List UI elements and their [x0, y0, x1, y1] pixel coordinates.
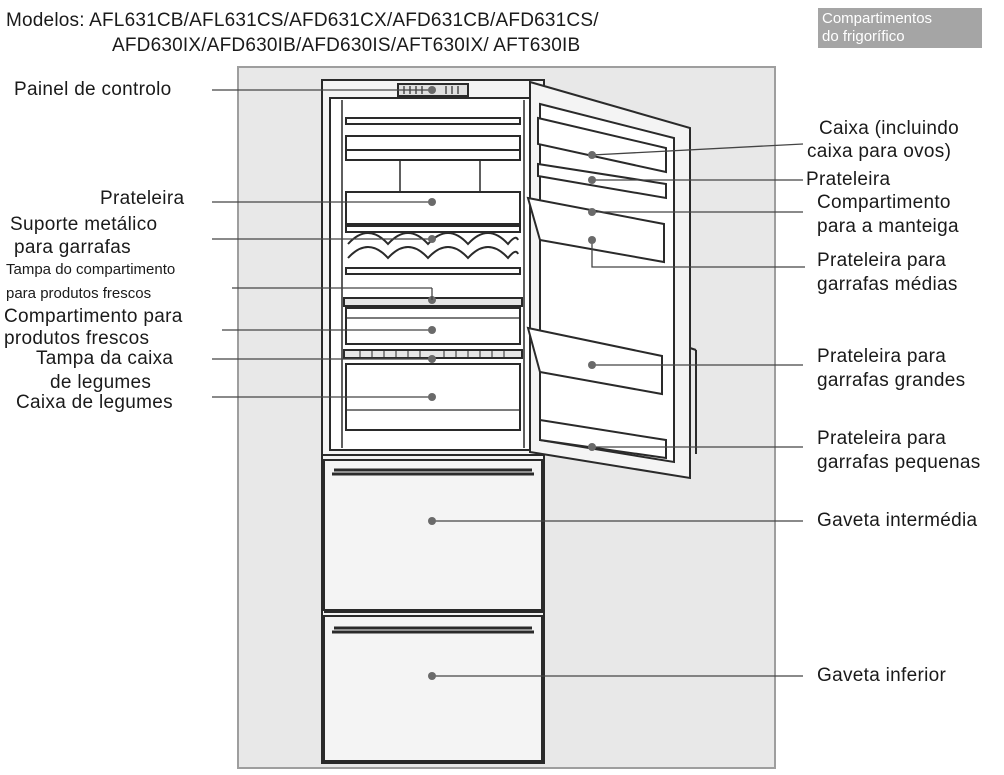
label-bottom-drawer: Gaveta inferior	[817, 665, 947, 686]
label-shelf: Prateleira	[100, 188, 185, 209]
label-fresh-box-1: Compartimento para	[4, 306, 183, 327]
models-line-2: AFD630IX/AFD630IB/AFD630IS/AFT630IX/ AFT630IB	[112, 35, 581, 56]
section-badge-line-1: Compartimentos	[822, 10, 933, 27]
label-vegetable-cover-2: de legumes	[50, 372, 152, 393]
label-vegetable-cover-1: Tampa da caixa	[36, 348, 174, 369]
label-butter-2: para a manteiga	[817, 216, 959, 237]
label-fresh-cover-1: Tampa do compartimento	[6, 261, 176, 278]
label-fresh-box-2: produtos frescos	[4, 328, 150, 349]
label-egg-box-2: caixa para ovos)	[807, 141, 952, 162]
models-line-1: Modelos: AFL631CB/AFL631CS/AFD631CX/AFD631CB/AFD631CS/	[6, 10, 599, 31]
label-door-shelf: Prateleira	[806, 169, 891, 190]
label-large-bottles-2: garrafas grandes	[817, 370, 966, 391]
label-vegetable-box: Caixa de legumes	[16, 392, 173, 413]
bottom-drawer-shape	[324, 616, 542, 761]
label-medium-bottles-1: Prateleira para	[817, 250, 947, 271]
label-middle-drawer: Gaveta intermédia	[817, 510, 978, 531]
label-large-bottles-1: Prateleira para	[817, 346, 947, 367]
label-bottle-rack-1: Suporte metálico	[10, 214, 158, 235]
label-egg-box-1: Caixa (incluindo	[819, 118, 959, 139]
label-fresh-cover-2: para produtos frescos	[6, 285, 152, 302]
label-bottle-rack-2: para garrafas	[14, 237, 131, 258]
section-badge-line-2: do frigorífico	[822, 28, 905, 45]
label-small-bottles-1: Prateleira para	[817, 428, 947, 449]
middle-drawer-shape	[324, 460, 542, 610]
label-butter-1: Compartimento	[817, 192, 951, 213]
label-control-panel: Painel de controlo	[14, 79, 172, 100]
label-medium-bottles-2: garrafas médias	[817, 274, 958, 295]
fresh-box-shape	[346, 308, 520, 344]
label-small-bottles-2: garrafas pequenas	[817, 452, 981, 473]
shelf-shape	[346, 192, 520, 224]
